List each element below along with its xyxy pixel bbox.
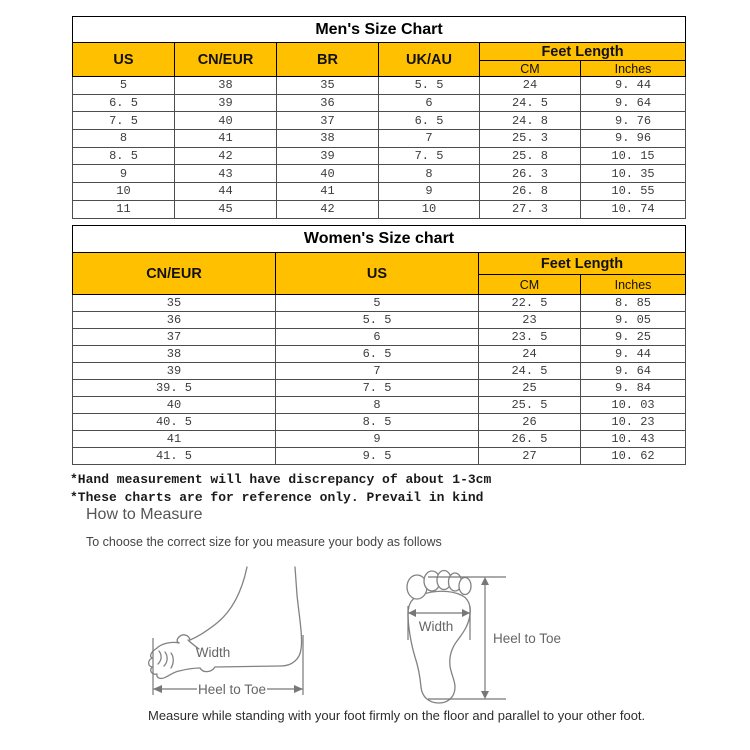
cell-cn-eur: 45: [175, 200, 277, 218]
measuring-instruction-caption: Measure while standing with your foot firmly on the floor and parallel to your other foot.: [148, 708, 646, 723]
womens-table-title-row: [73, 226, 686, 253]
cell-cn-eur: 41: [73, 431, 276, 448]
cell-br: 41: [277, 183, 379, 201]
mens-size-row: [73, 94, 686, 112]
womens-size-row: [73, 397, 686, 414]
foot-knuckle-bump: [177, 635, 190, 643]
cell-us: 7. 5: [276, 380, 479, 397]
cell-br: 37: [277, 112, 379, 130]
cell-cn-eur: 44: [175, 183, 277, 201]
cell-us: 8. 5: [73, 147, 175, 165]
mens-size-row: [73, 200, 686, 218]
cell-inches: 9. 44: [581, 346, 686, 363]
cell-cm: 24. 8: [480, 112, 581, 130]
cell-us: 9: [276, 431, 479, 448]
cell-uk-au: 8: [379, 165, 480, 183]
header-inches: Inches: [581, 275, 686, 295]
mens-header-row: [73, 43, 686, 61]
womens-size-row: [73, 346, 686, 363]
cell-uk-au: 6: [379, 94, 480, 112]
foot-shin-outline: [190, 567, 247, 640]
womens-size-table: [72, 225, 686, 465]
cell-cm: 25. 3: [480, 130, 581, 148]
cell-us: 6. 5: [73, 94, 175, 112]
cell-cm: 26. 8: [480, 183, 581, 201]
cell-uk-au: 7: [379, 130, 480, 148]
cell-inches: 10. 15: [581, 147, 686, 165]
cell-cn-eur: 37: [73, 329, 276, 346]
cell-inches: 9. 25: [581, 329, 686, 346]
cell-inches: 10. 62: [581, 448, 686, 465]
header-br: BR: [277, 43, 379, 77]
header-feet-length: Feet Length: [480, 43, 686, 61]
womens-size-row: [73, 312, 686, 329]
header-us: US: [73, 43, 175, 77]
cell-cm: 26. 3: [480, 165, 581, 183]
cell-cn-eur: 38: [175, 77, 277, 95]
cell-uk-au: 7. 5: [379, 147, 480, 165]
cell-cn-eur: 35: [73, 295, 276, 312]
cell-us: 5: [276, 295, 479, 312]
header-cn-eur: CN/EUR: [175, 43, 277, 77]
cell-cn-eur: 43: [175, 165, 277, 183]
cell-us: 6. 5: [276, 346, 479, 363]
cell-br: 38: [277, 130, 379, 148]
cell-inches: 9. 64: [581, 94, 686, 112]
womens-table-title: Women's Size chart: [73, 226, 686, 253]
arrowhead-left: [153, 685, 162, 693]
cell-cn-eur: 42: [175, 147, 277, 165]
cell-cn-eur: 38: [73, 346, 276, 363]
how-to-measure-title: How to Measure: [86, 506, 203, 523]
womens-size-row: [73, 295, 686, 312]
arrowhead-top: [481, 577, 489, 585]
cell-cn-eur: 40: [175, 112, 277, 130]
header-inches: Inches: [581, 61, 686, 77]
cell-us: 6: [276, 329, 479, 346]
header-cm: CM: [480, 61, 581, 77]
cell-inches: 9. 05: [581, 312, 686, 329]
cell-uk-au: 6. 5: [379, 112, 480, 130]
cell-br: 42: [277, 200, 379, 218]
footprint-outline: [408, 591, 470, 703]
cell-us: 8: [73, 130, 175, 148]
cell-us: 9: [73, 165, 175, 183]
note-measurement-discrepancy: *Hand measurement will have discrepancy of about 1-3cm: [70, 472, 492, 487]
cell-inches: 9. 64: [581, 363, 686, 380]
cell-us: 5: [73, 77, 175, 95]
womens-size-row: [73, 448, 686, 465]
cell-inches: 10. 55: [581, 183, 686, 201]
womens-size-row: [73, 329, 686, 346]
cell-cm: 27: [479, 448, 581, 465]
header-cm: CM: [479, 275, 581, 295]
cell-us: 5. 5: [276, 312, 479, 329]
cell-inches: 9. 84: [581, 380, 686, 397]
cell-us: 10: [73, 183, 175, 201]
womens-size-row: [73, 431, 686, 448]
cell-cm: 25: [479, 380, 581, 397]
cell-cn-eur: 40: [73, 397, 276, 414]
cell-cn-eur: 36: [73, 312, 276, 329]
cell-br: 40: [277, 165, 379, 183]
note-reference-only: *These charts are for reference only. Prevail in kind: [70, 489, 484, 505]
cell-inches: 8. 85: [581, 295, 686, 312]
header-feet-length: Feet Length: [479, 253, 686, 275]
toe-crease-3: [171, 653, 173, 668]
arrowhead-right: [294, 685, 303, 693]
cell-inches: 10. 03: [581, 397, 686, 414]
cell-inches: 9. 44: [581, 77, 686, 95]
mens-table-title: Men's Size Chart: [73, 17, 686, 43]
mens-size-row: [73, 77, 686, 95]
cell-cn-eur: 39. 5: [73, 380, 276, 397]
arrowhead-width-right: [462, 609, 470, 617]
cell-cm: 26: [479, 414, 581, 431]
cell-cn-eur: 41. 5: [73, 448, 276, 465]
cell-br: 35: [277, 77, 379, 95]
mens-table-title-row: [73, 17, 686, 43]
cell-us: 8: [276, 397, 479, 414]
cell-cm: 24. 5: [480, 94, 581, 112]
arrowhead-width-left: [408, 609, 416, 617]
header-uk-au: UK/AU: [379, 43, 480, 77]
cell-inches: 10. 35: [581, 165, 686, 183]
cell-us: 9. 5: [276, 448, 479, 465]
cell-cn-eur: 40. 5: [73, 414, 276, 431]
mens-size-row: [73, 183, 686, 201]
cell-cm: 26. 5: [479, 431, 581, 448]
header-us: US: [276, 253, 479, 295]
how-to-measure-subtitle: To choose the correct size for you measure your body as follows: [86, 535, 442, 549]
cell-us: 7: [276, 363, 479, 380]
cell-cm: 25. 8: [480, 147, 581, 165]
foot-top-view-diagram: [398, 568, 573, 708]
little-toe: [459, 578, 471, 595]
top-view-width-label: Width: [418, 619, 454, 634]
mens-size-row: [73, 112, 686, 130]
cell-cn-eur: 41: [175, 130, 277, 148]
cell-br: 39: [277, 147, 379, 165]
cell-inches: 9. 96: [581, 130, 686, 148]
cell-cm: 24: [480, 77, 581, 95]
mens-size-row: [73, 165, 686, 183]
cell-cm: 22. 5: [479, 295, 581, 312]
cell-cm: 27. 3: [480, 200, 581, 218]
foot-toes-outline: [149, 642, 200, 678]
reference-notes: [70, 471, 491, 506]
cell-cm: 25. 5: [479, 397, 581, 414]
cell-cm: 24: [479, 346, 581, 363]
foot-side-view-diagram: [143, 565, 313, 700]
womens-size-row: [73, 363, 686, 380]
cell-uk-au: 10: [379, 200, 480, 218]
womens-header-row: [73, 253, 686, 275]
cell-cn-eur: 39: [73, 363, 276, 380]
womens-size-row: [73, 414, 686, 431]
cell-inches: 9. 76: [581, 112, 686, 130]
cell-uk-au: 9: [379, 183, 480, 201]
side-view-heel-to-toe-label: Heel to Toe: [197, 682, 267, 697]
mens-size-row: [73, 147, 686, 165]
cell-uk-au: 5. 5: [379, 77, 480, 95]
cell-cm: 23. 5: [479, 329, 581, 346]
cell-br: 36: [277, 94, 379, 112]
cell-inches: 10. 23: [581, 414, 686, 431]
mens-size-table: [72, 16, 686, 219]
cell-cm: 24. 5: [479, 363, 581, 380]
cell-us: 7. 5: [73, 112, 175, 130]
cell-us: 11: [73, 200, 175, 218]
top-view-heel-to-toe-label: Heel to Toe: [493, 631, 562, 646]
mens-size-row: [73, 130, 686, 148]
arrowhead-bottom: [481, 691, 489, 699]
header-cn-eur: CN/EUR: [73, 253, 276, 295]
cell-inches: 10. 43: [581, 431, 686, 448]
side-view-width-label: Width: [195, 645, 231, 660]
cell-cm: 23: [479, 312, 581, 329]
cell-us: 8. 5: [276, 414, 479, 431]
cell-cn-eur: 39: [175, 94, 277, 112]
toe-crease-2: [164, 652, 167, 666]
womens-size-row: [73, 380, 686, 397]
cell-inches: 10. 74: [581, 200, 686, 218]
toe-crease-1: [158, 651, 161, 664]
